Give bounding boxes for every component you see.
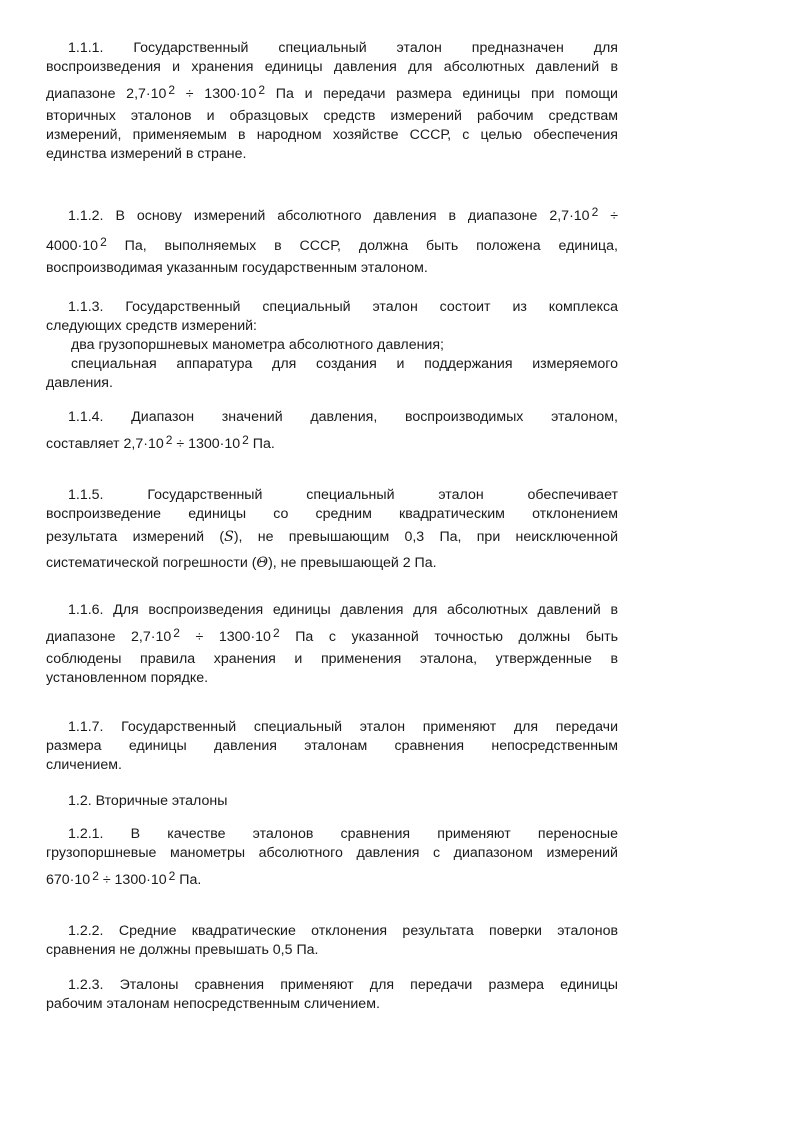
text-line: 1.2.2. Средние квадратические отклонения результата поверки эталонов [68,923,618,939]
text-span: ÷ 1300·10 [175,86,257,102]
text-line: размера единицы давления эталонам сравнения непосредственным [46,738,618,754]
paragraph-1-1-2 [46,199,618,278]
text-line: установленном порядке. [46,670,209,686]
text-span: Па с указанной точностью должны быть [279,629,618,645]
list-item: специальная аппаратура для создания и поддержания измеряемого [71,356,618,372]
text-span: Па, выполняемых в СССР, должна быть положена единица, [106,238,618,254]
text-line [46,199,618,229]
text-span: диапазоне 2,7·10 [46,629,172,645]
text-line: 1.2.1. В качестве эталонов сравнения применяют переносные [68,826,618,842]
text-line: воспроизводимая указанным государственным эталоном. [46,260,428,276]
superscript: 2 [92,869,99,883]
section-heading: 1.2. Вторичные эталоны [68,793,228,809]
paragraph-1-2-1 [46,825,618,893]
text-line: следующих средств измерений: [46,318,257,334]
text-line [46,550,618,576]
text-line [46,427,618,457]
superscript: 2 [165,433,173,447]
text-line [46,863,618,893]
superscript: 2 [272,626,280,640]
text-line: давления. [46,375,113,391]
text-line [46,620,618,650]
text-line: 1.1.4. Диапазон значений давления, воспроизводимых эталоном, [68,409,618,425]
text-span: ), не превышающей 2 Па. [268,555,437,571]
paragraph-1-2-2 [46,922,618,960]
text-span: ÷ 1300·10 [98,872,167,888]
text-span: ÷ 1300·10 [172,436,241,452]
text-span: результата измерений ( [46,529,225,545]
text-line: единства измерений в стране. [46,146,247,162]
superscript: 2 [168,83,176,97]
text-line [46,524,618,550]
text-span: Па. [175,872,202,888]
text-line: вторичных эталонов и образцовых средств измерений рабочим средствам [46,108,618,124]
text-span: Па и передачи размера единицы при помощи [265,86,618,102]
text-span: диапазоне 2,7·10 [46,86,167,102]
text-line: 1.1.1. Государственный специальный эталон предназначен для [68,40,618,56]
paragraph-1-2-3 [46,976,618,1014]
text-line: сравнения не должны превышать 0,5 Па. [46,942,319,958]
text-span: 670·10 [46,872,91,888]
text-line: измерений, применяемым в народном хозяйстве СССР, с целью обеспечения [46,127,618,143]
text-line: 1.2.3. Эталоны сравнения применяют для передачи размера единицы [68,977,618,993]
sigma-symbol: S [224,529,234,545]
paragraph-1-1-3 [46,298,618,393]
list-item: два грузопоршневых манометра абсолютного давления; [71,337,444,353]
superscript: 2 [173,626,180,640]
text-line: 1.1.7. Государственный специальный эталон применяют для передачи [68,719,618,735]
text-line [46,77,618,107]
text-line: рабочим эталонам непосредственным сличением. [46,996,380,1012]
paragraph-1-1-5 [46,486,618,576]
superscript: 2 [100,235,107,249]
text-span: ÷ [598,208,618,224]
text-line: соблюдены правила хранения и применения эталона, утвержденные в [46,651,618,667]
text-line: воспроизведение единицы со средним квадратическим отклонением [46,506,618,522]
superscript: 2 [591,205,599,219]
superscript: 2 [242,433,249,447]
paragraph-1-1-1 [46,39,618,164]
text-span: составляет 2,7·10 [46,436,164,452]
text-line: 1.1.5. Государственный специальный эталон обеспечивает [68,487,618,503]
superscript: 2 [258,83,266,97]
text-span: 4000·10 [46,238,99,254]
text-line [46,229,618,259]
paragraph-1-1-6 [46,601,618,688]
text-line: сличением. [46,757,122,773]
text-line: грузопоршневые манометры абсолютного давления с диапазоном измерений [46,845,618,861]
paragraph-1-1-7 [46,718,618,775]
text-span: систематической погрешности ( [46,555,257,571]
theta-symbol: Θ [256,555,269,571]
text-line: 1.1.6. Для воспроизведения единицы давления для абсолютных давлений в [68,602,618,618]
superscript: 2 [168,869,176,883]
paragraph-1-1-4 [46,408,618,457]
text-span: ), не превышающим 0,3 Па, при неисключенной [233,529,618,545]
text-span: ÷ 1300·10 [179,629,271,645]
text-line: 1.1.3. Государственный специальный эталон состоит из комплекса [68,299,618,315]
text-span: Па. [248,436,275,452]
text-span: 1.1.2. В основу измерений абсолютного давления в диапазоне 2,7·10 [68,208,590,224]
section-heading-1-2 [46,792,618,811]
text-line: воспроизведения и хранения единицы давления для абсолютных давлений в [46,59,618,75]
